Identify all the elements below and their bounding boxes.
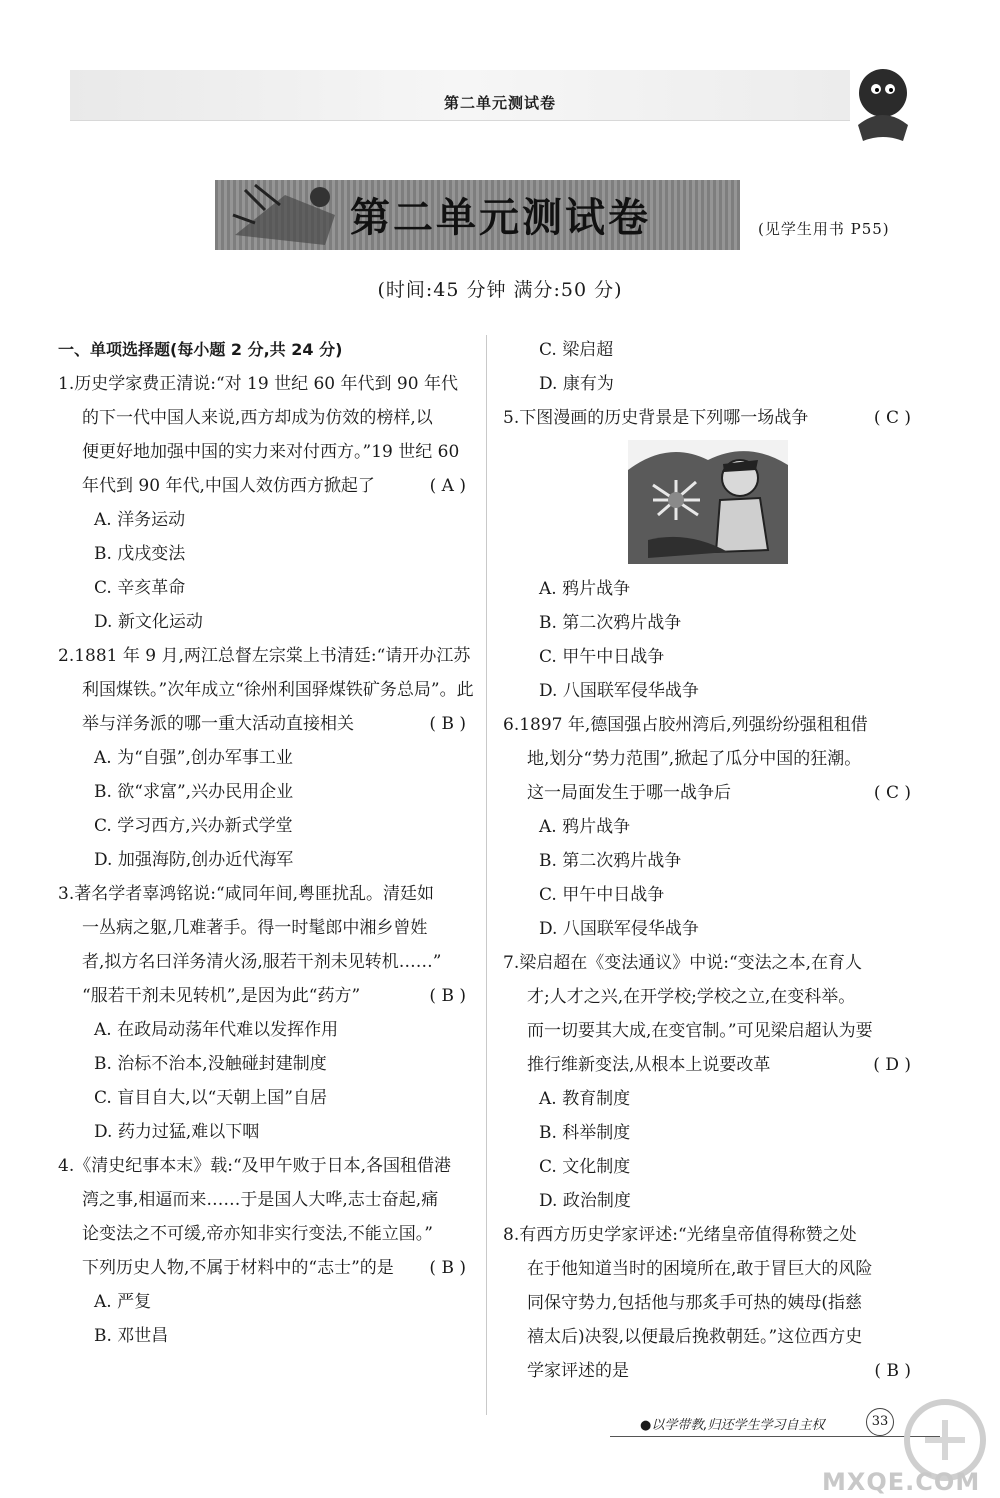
question-text: [58, 945, 466, 979]
section-heading: [58, 333, 466, 367]
right-column-top: [503, 333, 911, 435]
line-text: 湾之事,相逼而来……于是国人大哗,志士奋起,痛: [82, 1190, 439, 1210]
line-text: B. 第二次鸦片战争: [539, 851, 682, 871]
question-text: [58, 911, 466, 945]
answer-option: [503, 1184, 911, 1218]
line-text: A. 为“自强”,创办军事工业: [94, 748, 293, 768]
line-text: 年代到 90 年代,中国人效仿西方掀起了: [82, 476, 375, 496]
line-text: C. 学习西方,兴办新式学堂: [94, 816, 293, 836]
answer-key: ( B ): [429, 714, 466, 734]
time-and-score: (时间:45 分钟 满分:50 分): [377, 279, 623, 301]
line-text: D. 政治制度: [539, 1191, 631, 1211]
textbook-reference: (见学生用书 P55): [758, 220, 890, 238]
line-text: 便更好地加强中国的实力来对付西方。”19 世纪 60: [82, 442, 460, 462]
line-text: 的下一代中国人来说,西方却成为仿效的榜样,以: [82, 408, 433, 428]
footer-rule: [610, 1436, 940, 1437]
question-text: [503, 1286, 911, 1320]
question-text: [503, 1320, 911, 1354]
line-text: 者,拟方名曰洋务清火汤,服若干剂未见转机……”: [82, 952, 442, 972]
line-text: 1.历史学家费正清说:“对 19 世纪 60 年代到 90 年代: [58, 374, 458, 394]
answer-option: [58, 1285, 466, 1319]
question-text: [503, 1014, 911, 1048]
line-text: 举与洋务派的哪一重大活动直接相关: [82, 714, 354, 734]
question-text: [503, 776, 911, 810]
answer-option: [503, 367, 911, 401]
line-text: 在于他知道当时的困境所在,敢于冒巨大的风险: [527, 1259, 873, 1279]
answer-option: [503, 912, 911, 946]
question-text: [58, 435, 466, 469]
line-text: 同保守势力,包括他与那炙手可热的姨母(指慈: [527, 1293, 863, 1313]
line-text: 8.有西方历史学家评述:“光绪皇帝值得称赞之处: [503, 1225, 857, 1245]
line-text: 2.1881 年 9 月,两江总督左宗棠上书清廷:“请开办江苏: [58, 646, 471, 666]
answer-option: [503, 640, 911, 674]
answer-option: [503, 333, 911, 367]
mascot-illustration: [838, 55, 928, 145]
question-stem: [58, 1149, 466, 1183]
question-text: [58, 1217, 466, 1251]
line-text: 6.1897 年,德国强占胶州湾后,列强纷纷强租租借: [503, 715, 868, 735]
answer-option: [503, 1116, 911, 1150]
answer-option: [58, 741, 466, 775]
line-text: 一、单项选择题(每小题 2 分,共 24 分): [58, 340, 343, 359]
question-text: [58, 1183, 466, 1217]
line-text: A. 鸦片战争: [539, 579, 631, 599]
answer-option: [503, 1150, 911, 1184]
answer-key: ( D ): [873, 1055, 911, 1075]
line-text: 论变法之不可缓,帝亦知非实行变法,不能立国。”: [82, 1224, 433, 1244]
line-text: 3.著名学者辜鸿铭说:“咸同年间,粤匪扰乱。清廷如: [58, 884, 435, 904]
answer-option: [503, 572, 911, 606]
running-title: 第二单元测试卷: [443, 94, 556, 112]
answer-option: [58, 537, 466, 571]
line-text: D. 新文化运动: [94, 612, 203, 632]
question-text: [503, 742, 911, 776]
line-text: D. 八国联军侵华战争: [539, 681, 699, 701]
question-text: [503, 980, 911, 1014]
line-text: 学家评述的是: [527, 1361, 629, 1381]
answer-key: ( C ): [873, 408, 911, 428]
war-cartoon-image: [628, 440, 788, 564]
line-text: C. 盲目自大,以“天朝上国”自居: [94, 1088, 327, 1108]
line-text: 地,划分“势力范围”,掀起了瓜分中国的狂潮。: [527, 749, 862, 769]
line-text: 这一局面发生于哪一战争后: [527, 783, 731, 803]
left-column: [58, 333, 474, 1353]
answer-option: [503, 810, 911, 844]
answer-option: [503, 606, 911, 640]
line-text: D. 康有为: [539, 374, 614, 394]
line-text: B. 治标不治本,没触碰封建制度: [94, 1054, 327, 1074]
page-number: 33: [866, 1408, 894, 1436]
line-text: 利国煤铁。”次年成立“徐州利国驿煤铁矿务总局”。此: [82, 680, 474, 700]
line-text: B. 欲“求富”,兴办民用企业: [94, 782, 294, 802]
line-text: 推行维新变法,从根本上说要改革: [527, 1055, 771, 1075]
line-text: 4.《清史纪事本末》载:“及甲午败于日本,各国租借港: [58, 1156, 452, 1176]
line-text: D. 加强海防,创办近代海军: [94, 850, 294, 870]
question-text: [58, 1251, 466, 1285]
line-text: C. 文化制度: [539, 1157, 631, 1177]
line-text: B. 邓世昌: [94, 1326, 169, 1346]
question-text: [58, 469, 466, 503]
answer-key: ( B ): [429, 986, 466, 1006]
right-column-bottom: [503, 572, 911, 1388]
answer-option: [58, 809, 466, 843]
line-text: 5.下图漫画的历史背景是下列哪一场战争: [503, 408, 809, 428]
line-text: A. 洋务运动: [94, 510, 186, 530]
line-text: 才;人才之兴,在开学校;学校之立,在变科举。: [527, 987, 856, 1007]
answer-option: [58, 1013, 466, 1047]
answer-option: [58, 1047, 466, 1081]
answer-option: [58, 605, 466, 639]
banner-figure-illustration: [225, 175, 345, 250]
line-text: 而一切要其大成,在变官制。”可见梁启超认为要: [527, 1021, 873, 1041]
banner-title: 第二单元测试卷: [350, 195, 651, 241]
question-stem: [503, 946, 911, 980]
answer-key: ( B ): [429, 1258, 466, 1278]
answer-option: [58, 571, 466, 605]
question-text: [58, 401, 466, 435]
question-stem: [503, 401, 911, 435]
line-text: 下列历史人物,不属于材料中的“志士”的是: [82, 1258, 394, 1278]
question-text: [503, 1354, 911, 1388]
line-text: 禧太后)决裂,以便最后挽救朝廷。”这位西方史: [527, 1327, 863, 1347]
line-text: B. 戊戌变法: [94, 544, 186, 564]
answer-option: [58, 843, 466, 877]
line-text: 7.梁启超在《变法通议》中说:“变法之本,在育人: [503, 953, 863, 973]
question-text: [503, 1048, 911, 1082]
line-text: C. 辛亥革命: [94, 578, 186, 598]
question-stem: [58, 877, 466, 911]
answer-option: [58, 1319, 466, 1353]
line-text: A. 在政局动荡年代难以发挥作用: [94, 1020, 339, 1040]
answer-option: [503, 844, 911, 878]
line-text: C. 梁启超: [539, 340, 614, 360]
line-text: “服若干剂未见转机”,是因为此“药方”: [82, 986, 361, 1006]
question-text: [58, 979, 466, 1013]
column-divider: [486, 335, 487, 1415]
question-stem: [503, 1218, 911, 1252]
answer-key: ( B ): [874, 1361, 911, 1381]
line-text: D. 药力过猛,难以下咽: [94, 1122, 260, 1142]
line-text: A. 教育制度: [539, 1089, 631, 1109]
line-text: C. 甲午中日战争: [539, 647, 665, 667]
line-text: 一丛病之躯,几难著手。得一时髦郎中湘乡曾姓: [82, 918, 428, 938]
line-text: B. 科举制度: [539, 1123, 631, 1143]
answer-option: [503, 1082, 911, 1116]
answer-option: [58, 503, 466, 537]
question-stem: [58, 367, 466, 401]
question-text: [58, 707, 466, 741]
question-stem: [58, 639, 471, 673]
line-text: A. 严复: [94, 1292, 152, 1312]
watermark-text: MXQE.COM: [822, 1468, 981, 1496]
answer-option: [503, 878, 911, 912]
question-stem: [503, 708, 911, 742]
footer-slogan: ●以学带教,归还学生学习自主权: [640, 1418, 825, 1433]
answer-option: [58, 1081, 466, 1115]
answer-option: [58, 775, 466, 809]
answer-key: ( A ): [429, 476, 466, 496]
line-text: B. 第二次鸦片战争: [539, 613, 682, 633]
question-text: [58, 673, 474, 707]
answer-key: ( C ): [873, 783, 911, 803]
line-text: A. 鸦片战争: [539, 817, 631, 837]
line-text: D. 八国联军侵华战争: [539, 919, 699, 939]
answer-option: [503, 674, 911, 708]
answer-option: [58, 1115, 466, 1149]
line-text: C. 甲午中日战争: [539, 885, 665, 905]
question-text: [503, 1252, 911, 1286]
